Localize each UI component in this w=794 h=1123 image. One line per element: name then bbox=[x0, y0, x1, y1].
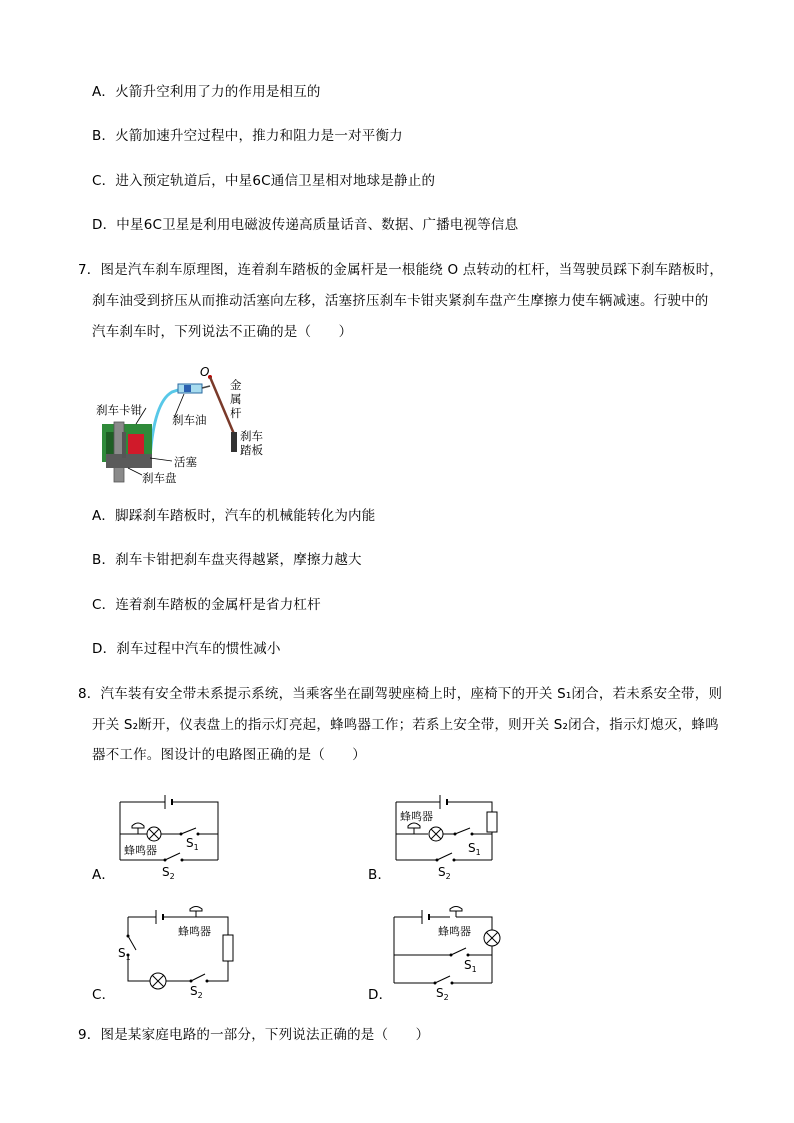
q7-option-a: A．脚踩刹车踏板时，汽车的机械能转化为内能 bbox=[92, 508, 376, 524]
brake-pedal bbox=[231, 432, 237, 452]
q7-stem-line-3: 汽车刹车时，下列说法不正确的是（ ） bbox=[92, 324, 353, 340]
q7-option-b: B．刹车卡钳把刹车盘夹得越紧，摩擦力越大 bbox=[92, 552, 362, 568]
oil-label: 刹车油 bbox=[172, 413, 207, 427]
q6-option-c: C．进入预定轨道后，中星6C通信卫星相对地球是静止的 bbox=[92, 173, 436, 189]
resistor-b bbox=[487, 812, 497, 832]
buzzer-label-d: 蜂鸣器 bbox=[438, 925, 471, 938]
rod-label-1: 金 bbox=[230, 378, 242, 392]
q9-stem: 9．图是某家庭电路的一部分，下列说法正确的是（ ） bbox=[78, 1027, 430, 1043]
buzzer-symbol-d bbox=[450, 907, 462, 912]
rod-label-3: 杆 bbox=[230, 406, 242, 420]
buzzer-label-a: 蜂鸣器 bbox=[124, 844, 157, 857]
q7-option-c: C．连着刹车踏板的金属杆是省力杠杆 bbox=[92, 597, 321, 613]
circuit-b bbox=[380, 790, 520, 885]
circuit-d bbox=[380, 905, 520, 1000]
master-piston bbox=[184, 385, 191, 392]
s2-label-b: $S_2$ bbox=[438, 865, 451, 881]
rod-label-2: 属 bbox=[230, 392, 242, 406]
q8-stem-line-1: 8．汽车装有安全带未系提示系统，当乘客坐在副驾驶座椅上时，座椅下的开关 S₁闭合，若未系安全带，则 bbox=[78, 686, 723, 702]
q8-stem-line-2: 开关 S₂断开，仪表盘上的指示灯亮起，蜂鸣器工作；若系上安全带，则开关 S₂闭合，指示灯熄灭，蜂鸣 bbox=[92, 717, 719, 733]
q8-option-c-letter: C． bbox=[92, 987, 116, 1003]
buzzer-symbol-b bbox=[408, 823, 420, 828]
resistor-c bbox=[223, 935, 233, 961]
buzzer-symbol-a bbox=[132, 823, 144, 828]
q6-option-b: B．火箭加速升空过程中，推力和阻力是一对平衡力 bbox=[92, 128, 403, 144]
caliper-piston bbox=[128, 434, 144, 454]
s1-label-d: $S_1$ bbox=[464, 958, 477, 974]
s1-label-a: $S_1$ bbox=[186, 836, 199, 852]
s2-label-a: $S_2$ bbox=[162, 865, 175, 881]
q6-option-d: D．中星6C卫星是利用电磁波传递高质量话音、数据、广播电视等信息 bbox=[92, 217, 519, 233]
buzzer-label-b: 蜂鸣器 bbox=[400, 810, 433, 823]
q8-option-b-letter: B． bbox=[368, 867, 392, 883]
buzzer-label-c: 蜂鸣器 bbox=[178, 925, 211, 938]
s2-label-d: $S_2$ bbox=[436, 986, 449, 1000]
s1-label-b: $S_1$ bbox=[468, 841, 481, 857]
q8-option-a-letter: A． bbox=[92, 867, 116, 883]
q8-stem-line-3: 器不工作。图设计的电路图正确的是（ ） bbox=[92, 747, 366, 763]
s1-label-c: $S_1$ bbox=[118, 946, 131, 962]
q6-option-a: A．火箭升空利用了力的作用是相互的 bbox=[92, 84, 321, 100]
q7-stem-line-1: 7．图是汽车刹车原理图，连着刹车踏板的金属杆是一根能绕 O 点转动的杠杆，当驾驶员踩下刹车踏板时， bbox=[78, 262, 724, 278]
disc-label: 刹车盘 bbox=[142, 471, 177, 485]
q8-option-d-letter: D． bbox=[368, 987, 393, 1003]
pedal-label-2: 踏板 bbox=[240, 443, 263, 457]
caliper-label: 刹车卡钳 bbox=[96, 403, 142, 417]
piston-label: 活塞 bbox=[174, 455, 197, 469]
q7-option-d: D．刹车过程中汽车的惯性减小 bbox=[92, 641, 281, 657]
pedal-label-1: 刹车 bbox=[240, 429, 263, 443]
buzzer-symbol-c bbox=[190, 907, 202, 912]
s2-label-c: $S_2$ bbox=[190, 984, 203, 1000]
pivot-label: O bbox=[200, 365, 210, 379]
q7-stem-line-2: 刹车油受到挤压从而推动活塞向左移，活塞挤压刹车卡钳夹紧刹车盘产生摩擦力使车辆减速。行驶中的 bbox=[92, 293, 709, 309]
brake-diagram bbox=[92, 362, 282, 487]
